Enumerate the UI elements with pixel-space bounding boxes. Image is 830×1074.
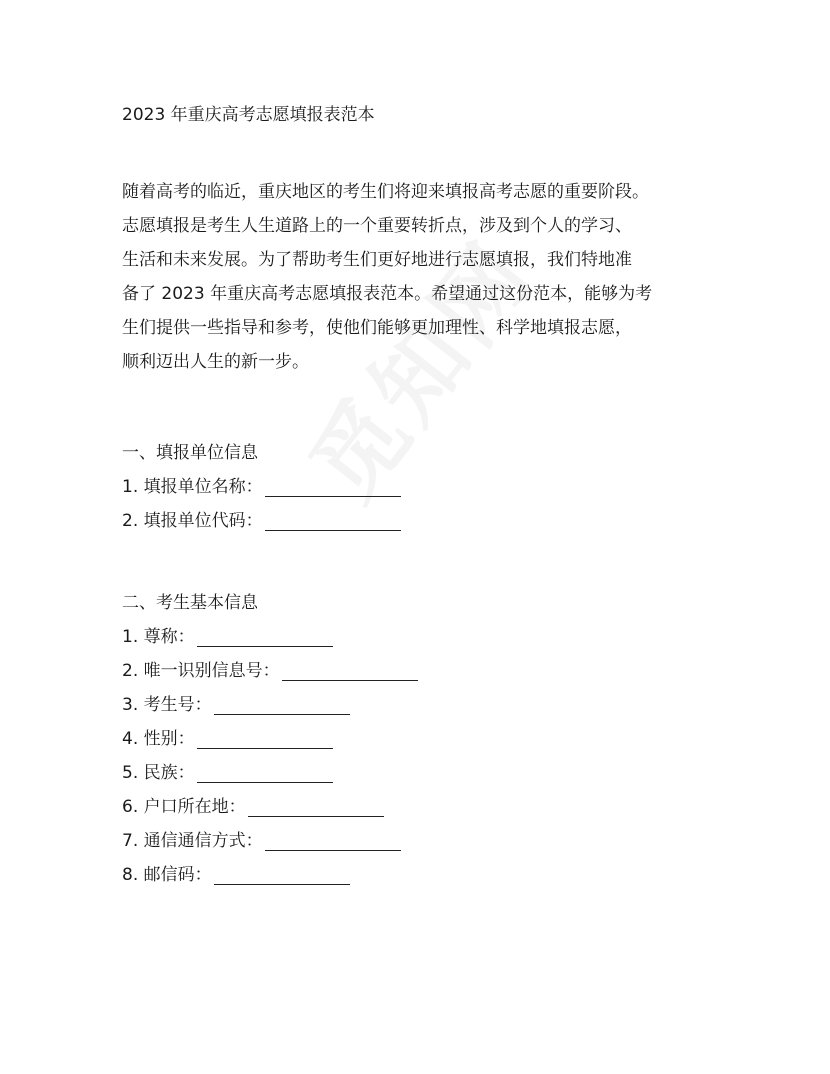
intro-line: 志愿填报是考生人生道路上的一个重要转折点，涉及到个人的学习、 — [122, 216, 632, 236]
fill-in-blank[interactable] — [197, 628, 333, 647]
field-candidate-number — [122, 688, 722, 722]
field-unit-code — [122, 504, 722, 538]
fill-in-blank[interactable] — [265, 512, 401, 531]
field-unique-id — [122, 654, 722, 688]
field-label: 2. 填报单位代码： — [122, 511, 263, 531]
field-ethnicity — [122, 756, 722, 790]
field-label: 7. 通信通信方式： — [122, 831, 263, 851]
fill-in-blank[interactable] — [248, 798, 384, 817]
fill-in-blank[interactable] — [197, 764, 333, 783]
field-label: 2. 唯一识别信息号： — [122, 661, 280, 681]
section-unit-info — [122, 436, 722, 538]
field-title — [122, 620, 722, 654]
field-label: 6. 户口所在地： — [122, 797, 246, 817]
field-contact-method — [122, 824, 722, 858]
field-unit-name — [122, 470, 722, 504]
field-label: 1. 填报单位名称： — [122, 477, 263, 497]
intro-line: 生活和未来发展。为了帮助考生们更好地进行志愿填报，我们特地准 — [122, 250, 632, 270]
intro-paragraph — [122, 175, 722, 379]
intro-line: 顺利迈出人生的新一步。 — [122, 352, 309, 372]
section-heading: 二、考生基本信息 — [122, 593, 258, 613]
field-label: 4. 性别： — [122, 729, 195, 749]
intro-line: 随着高考的临近，重庆地区的考生们将迎来填报高考志愿的重要阶段。 — [122, 182, 649, 202]
fill-in-blank[interactable] — [214, 866, 350, 885]
intro-line: 生们提供一些指导和参考，使他们能够更加理性、科学地填报志愿， — [122, 318, 632, 338]
section-candidate-info — [122, 586, 722, 892]
document-title: 2023 年重庆高考志愿填报表范本 — [122, 105, 375, 125]
section-heading: 一、填报单位信息 — [122, 443, 258, 463]
field-gender — [122, 722, 722, 756]
field-label: 3. 考生号： — [122, 695, 212, 715]
field-label: 5. 民族： — [122, 763, 195, 783]
fill-in-blank[interactable] — [265, 832, 401, 851]
fill-in-blank[interactable] — [197, 730, 333, 749]
fill-in-blank[interactable] — [214, 696, 350, 715]
intro-line: 备了 2023 年重庆高考志愿填报表范本。希望通过这份范本，能够为考 — [122, 284, 653, 304]
field-label: 8. 邮信码： — [122, 865, 212, 885]
field-household-location — [122, 790, 722, 824]
field-label: 1. 尊称： — [122, 627, 195, 647]
fill-in-blank[interactable] — [282, 662, 418, 681]
field-postal-code — [122, 858, 722, 892]
fill-in-blank[interactable] — [265, 478, 401, 497]
